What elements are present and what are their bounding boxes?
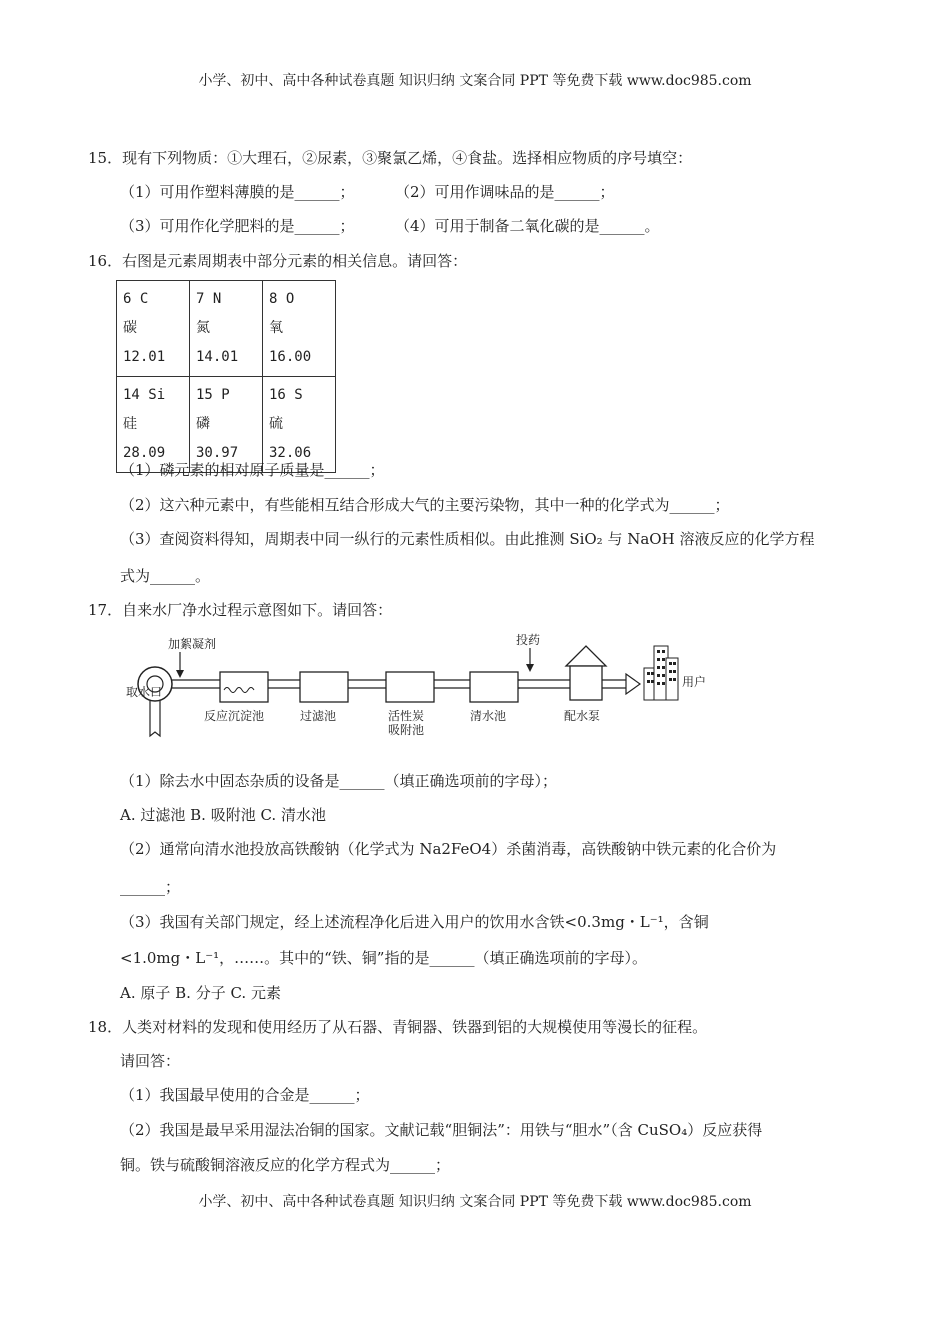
q15-part4: （4）可用于制备二氧化碳的是______。 — [395, 217, 660, 235]
q17-part3-line1: （3）我国有关部门规定，经上述流程净化后进入用户的饮用水含铁<0.3mg・L⁻¹，含铜 — [120, 913, 709, 931]
q15-part3: （3）可用作化学肥料的是______； — [120, 217, 355, 235]
q18-part2-line1: （2）我国是最早采用湿法冶铜的国家。文献记载“胆铜法”：用铁与“胆水”（含 CuSO₄）反应获得 — [120, 1121, 763, 1139]
q15-stem: 15．现有下列物质：①大理石，②尿素，③聚氯乙烯，④食盐。选择相应物质的序号填空： — [88, 149, 693, 167]
element-name: 氧 — [269, 320, 283, 336]
down-arrow-icon — [176, 670, 184, 678]
pump-label: 配水泵 — [564, 709, 601, 723]
q15-part2: （2）可用作调味品的是______； — [395, 183, 615, 201]
sedimentation-tank — [220, 672, 268, 702]
q18-stem: 18．人类对材料的发现和使用经历了从石器、青铜器、铁器到铝的大规模使用等漫长的征程。 — [88, 1018, 708, 1036]
element-cell-c — [117, 281, 190, 377]
element-mass: 12.01 — [123, 349, 166, 365]
element-cell-p — [190, 377, 263, 473]
q16-stem: 16．右图是元素周期表中部分元素的相关信息。请回答： — [88, 252, 468, 270]
q15-part1: （1）可用作塑料薄膜的是______； — [120, 183, 355, 201]
sedimentation-label: 反应沉淀池 — [204, 709, 265, 723]
q16-part1: （1）磷元素的相对原子质量是______； — [120, 461, 385, 479]
clear-water-label: 清水池 — [470, 709, 507, 723]
element-symbol: 6 C — [123, 291, 149, 307]
pump-house-icon — [566, 646, 606, 666]
q17-part1-options: A. 过滤池 B. 吸附池 C. 清水池 — [120, 806, 326, 824]
element-name: 氮 — [196, 320, 210, 336]
element-mass: 16.00 — [269, 349, 312, 365]
element-cell-si — [117, 377, 190, 473]
q17-stem: 17．自来水厂净水过程示意图如下。请回答： — [88, 601, 393, 619]
q16-part2: （2）这六种元素中，有些能相互结合形成大气的主要污染物，其中一种的化学式为______； — [120, 496, 730, 514]
element-symbol: 16 S — [269, 387, 303, 403]
element-symbol: 14 Si — [123, 387, 166, 403]
element-mass: 32.06 — [269, 445, 312, 461]
periodic-table-excerpt — [116, 280, 336, 473]
page-header: 小学、初中、高中各种试卷真题 知识归纳 文案合同 PPT 等免费下载 www.doc985.com — [198, 73, 752, 89]
q17-part1: （1）除去水中固态杂质的设备是______（填正确选项前的字母）； — [120, 772, 558, 790]
q18-part2-line2: 铜。铁与硫酸铜溶液反应的化学方程式为______； — [120, 1156, 451, 1174]
element-name: 硅 — [123, 416, 137, 432]
intake-label: 取水口 — [126, 685, 163, 699]
element-cell-n — [190, 281, 263, 377]
q18-stem-line2: 请回答： — [120, 1052, 181, 1070]
element-mass: 14.01 — [196, 349, 239, 365]
user-label: 用户 — [682, 675, 707, 689]
activated-carbon-label-1: 活性炭 — [388, 709, 425, 723]
filter-label: 过滤池 — [300, 709, 337, 723]
right-arrow-icon — [626, 674, 640, 694]
clear-water-tank — [470, 672, 518, 702]
element-name: 碳 — [123, 320, 137, 336]
element-symbol: 8 O — [269, 291, 295, 307]
element-symbol: 15 P — [196, 387, 230, 403]
q16-part3-line2: 式为______。 — [120, 567, 211, 585]
filter-tank — [300, 672, 348, 702]
element-cell-o — [263, 281, 336, 377]
element-mass: 28.09 — [123, 445, 166, 461]
coagulant-label: 加絮凝剂 — [168, 637, 217, 651]
element-mass: 30.97 — [196, 445, 239, 461]
page-footer: 小学、初中、高中各种试卷真题 知识归纳 文案合同 PPT 等免费下载 www.doc985.com — [198, 1194, 752, 1210]
q18-part1: （1）我国最早使用的合金是______； — [120, 1086, 370, 1104]
element-symbol: 7 N — [196, 291, 222, 307]
element-cell-s — [263, 377, 336, 473]
q17-part2-line1: （2）通常向清水池投放高铁酸钠（化学式为 Na2FeO4）杀菌消毒，高铁酸钠中铁元素的化合价为 — [120, 840, 777, 858]
q16-part3-line1: （3）查阅资料得知，周期表中同一纵行的元素性质相似。由此推测 SiO₂ 与 NaOH 溶液反应的化学方程 — [120, 530, 815, 548]
buildings-icon — [644, 646, 678, 700]
activated-carbon-label-2: 吸附池 — [388, 723, 425, 737]
q17-part3-options: A. 原子 B. 分子 C. 元素 — [120, 984, 281, 1002]
q17-part2-line2: ______； — [120, 878, 181, 896]
element-name: 磷 — [196, 416, 210, 432]
element-name: 硫 — [269, 416, 283, 432]
activated-carbon-tank — [386, 672, 434, 702]
water-treatment-diagram — [120, 628, 720, 740]
down-arrow-icon — [526, 664, 534, 672]
dosing-label: 投药 — [516, 633, 541, 647]
q17-part3-line2: <1.0mg・L⁻¹，……。其中的“铁、铜”指的是______（填正确选项前的字母）。 — [120, 949, 647, 967]
